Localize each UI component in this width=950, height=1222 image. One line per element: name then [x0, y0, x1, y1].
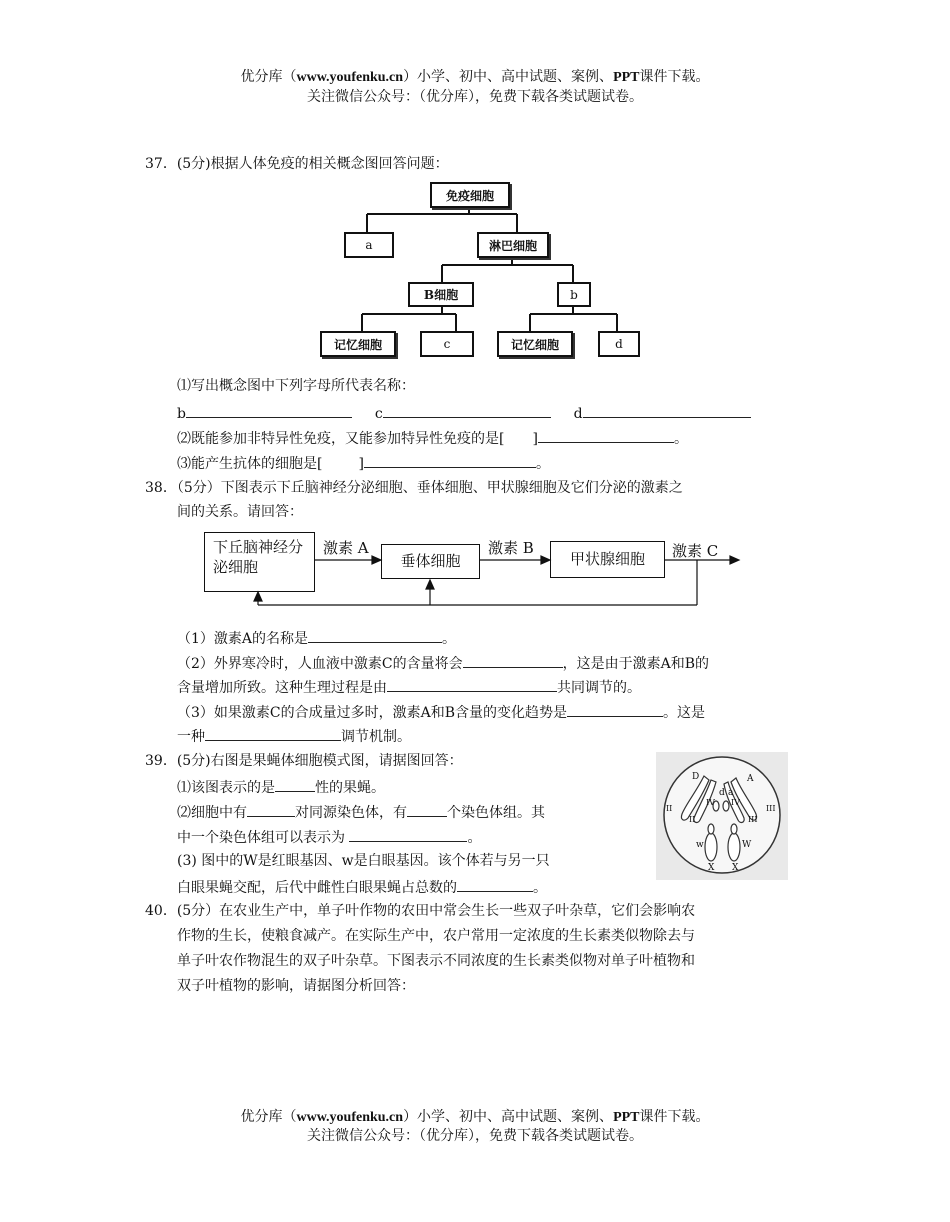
node-immune-cell: 免疫细胞 [430, 182, 510, 208]
chromosome-label-X: X [708, 863, 715, 873]
q38-part3-cont [177, 725, 411, 747]
q40-line-2: 作物的生长，使粮食减产。在实际生产中，农户常用一定浓度的生长素类似物除去与 [177, 928, 695, 944]
header-text: 课件下载。 [639, 69, 710, 85]
q38-part3-text: 。这是 [663, 705, 706, 721]
gene-label-A: A [747, 774, 754, 784]
answer-blank-q38-3a[interactable] [567, 701, 663, 717]
q38-part2-text: ，这是由于激素A和B的 [562, 656, 710, 672]
answer-blank-b[interactable] [186, 402, 352, 418]
page-footer-line2: 关注微信公众号：（优分库），免费下载各类试题试卷。 [307, 1128, 643, 1144]
node-memory-cell-1: 记忆细胞 [320, 331, 396, 357]
q37-part3-text: ⑶能产生抗体的细胞是[ [177, 456, 323, 472]
fruit-fly-cell-figure [656, 752, 788, 880]
q37-part2 [177, 427, 688, 449]
node-lymphocyte: 淋巴细胞 [477, 232, 549, 258]
answer-blank-q37-2[interactable] [538, 427, 674, 443]
q39-part2-text: 对同源染色体，有 [295, 805, 407, 821]
chromosome-label-IV: IV [706, 798, 715, 807]
q37-title: 37．(5分)根据人体免疫的相关概念图回答问题： [145, 156, 449, 172]
gene-label-d: d [719, 788, 725, 798]
period: 。 [535, 456, 550, 472]
answer-blank-q39-1[interactable] [275, 776, 315, 792]
q38-part1 [177, 627, 456, 649]
answer-blank-q39-2c[interactable] [349, 826, 467, 842]
q39-part2-text: 中一个染色体组可以表示为 [177, 830, 345, 846]
q38-part2 [177, 652, 709, 674]
footer-text: 课件下载。 [639, 1109, 710, 1125]
answer-blank-q38-1[interactable] [308, 627, 442, 643]
q39-part1-text: 性的果蝇。 [315, 780, 385, 796]
q39-part3-cont [177, 876, 547, 898]
answer-blank-q39-2b[interactable] [407, 801, 447, 817]
q38-part3-text: 调节机制。 [341, 729, 411, 745]
q39-part2-cont [177, 826, 481, 848]
answer-blank-q38-2b[interactable] [387, 676, 557, 692]
chromosome-label-II: II [689, 815, 696, 824]
label-hormone-c: 激素 C [672, 542, 719, 560]
q37-part3 [177, 452, 550, 474]
q38-title-1: 38．（5分）下图表示下丘脑神经分泌细胞、垂体细胞、甲状腺细胞及它们分泌的激素之 [145, 480, 683, 496]
header-ppt: PPT [613, 70, 640, 85]
q39-part3: (3) 图中的W是红眼基因、w是白眼基因。该个体若与另一只 [177, 853, 550, 869]
period: 。 [673, 431, 688, 447]
gene-label-W: W [742, 840, 752, 850]
answer-blank-q39-3[interactable] [457, 876, 533, 892]
q39-part1-text: ⑴该图表示的是 [177, 780, 275, 796]
answer-blank-d[interactable] [583, 402, 751, 418]
box-pituitary: 垂体细胞 [381, 544, 480, 579]
answer-blank-q39-2a[interactable] [247, 801, 295, 817]
period: 。 [467, 830, 482, 846]
period: 。 [533, 880, 547, 896]
label-d: d [573, 406, 583, 422]
chromosome-label-II: II [666, 804, 673, 813]
label-b: b [177, 406, 186, 422]
label-hormone-a: 激素 A [323, 539, 369, 557]
box-hypothalamus: 下丘脑神经分泌细胞 [204, 532, 315, 592]
q38-part1-text: （1）激素A的名称是 [177, 631, 309, 647]
gene-label-w: w [696, 840, 704, 850]
node-b: b [557, 282, 591, 307]
period: 。 [442, 631, 457, 647]
header-text: 优分库（ [240, 69, 297, 85]
node-memory-cell-2: 记忆细胞 [497, 331, 573, 357]
q38-part3-text: 一种 [177, 729, 205, 745]
page-footer [0, 1108, 950, 1127]
answer-blank-c[interactable] [383, 402, 551, 418]
footer-site: www.youfenku.cn [296, 1110, 404, 1125]
footer-text: ）小学、初中、高中试题、案例、 [403, 1109, 614, 1125]
q37-part2-text: ⑵既能参加非特异性免疫，又能参加特异性免疫的是[ [177, 431, 505, 447]
gene-label-D: D [692, 772, 700, 782]
q39-title: 39．(5分)右图是果蝇体细胞模式图，请据图回答： [145, 753, 463, 769]
q39-part2 [177, 801, 545, 823]
answer-blank-q38-2a[interactable] [463, 652, 563, 668]
q37-part1-answers [177, 402, 751, 424]
q38-part2-cont [177, 676, 641, 698]
chromosome-label-III: III [748, 815, 758, 824]
chromosome-drawing [656, 752, 788, 880]
answer-blank-q38-3b[interactable] [205, 725, 341, 741]
box-thyroid: 甲状腺细胞 [550, 541, 665, 578]
q38-part2-text: 含量增加所致。这种生理过程是由 [177, 680, 387, 696]
chromosome-label-IV: IV [731, 798, 740, 807]
answer-blank-q37-3[interactable] [364, 452, 536, 468]
q40-line-4: 双子叶植物的影响，请据图分析回答： [177, 978, 415, 994]
q39-part2-text: ⑵细胞中有 [177, 805, 247, 821]
q40-line-1: 40．(5分）在农业生产中，单子叶作物的农田中常会生长一些双子叶杂草，它们会影响农 [145, 903, 696, 919]
footer-text: 优分库（ [240, 1109, 297, 1125]
node-a: a [344, 232, 394, 258]
label-hormone-b: 激素 B [488, 539, 534, 557]
q38-part2-text: 共同调节的。 [557, 680, 641, 696]
q38-part3 [177, 701, 705, 723]
label-c: c [374, 406, 383, 422]
node-c: c [420, 331, 474, 357]
q38-part2-text: （2）外界寒冷时，人血液中激素C的含量将会 [177, 656, 463, 672]
q38-title-2: 间的关系。请回答： [177, 504, 303, 520]
gene-label-a: a [728, 788, 734, 798]
page-header-line2: 关注微信公众号：（优分库），免费下载各类试题试卷。 [307, 89, 643, 105]
node-d: d [598, 331, 640, 357]
q39-part3-text: 白眼果蝇交配，后代中雌性白眼果蝇占总数的 [177, 880, 457, 896]
header-site: www.youfenku.cn [296, 70, 404, 85]
q39-part2-text: 个染色体组。其 [447, 805, 545, 821]
footer-ppt: PPT [613, 1110, 640, 1125]
node-b-cell: B细胞 [408, 282, 474, 307]
header-text: ）小学、初中、高中试题、案例、 [403, 69, 614, 85]
chromosome-label-X: X [732, 863, 739, 873]
q40-line-3: 单子叶农作物混生的双子叶杂草。下图表示不同浓度的生长素类似物对单子叶植物和 [177, 953, 695, 969]
chromosome-label-III: III [766, 804, 776, 813]
q39-part1 [177, 776, 385, 798]
q37-part1: ⑴写出概念图中下列字母所代表名称： [177, 378, 415, 394]
q37-part3-bracket: ] [358, 456, 364, 472]
q38-part3-text: （3）如果激素C的合成量过多时，激素A和B含量的变化趋势是 [177, 705, 568, 721]
q37-part2-bracket: ] [532, 431, 538, 447]
